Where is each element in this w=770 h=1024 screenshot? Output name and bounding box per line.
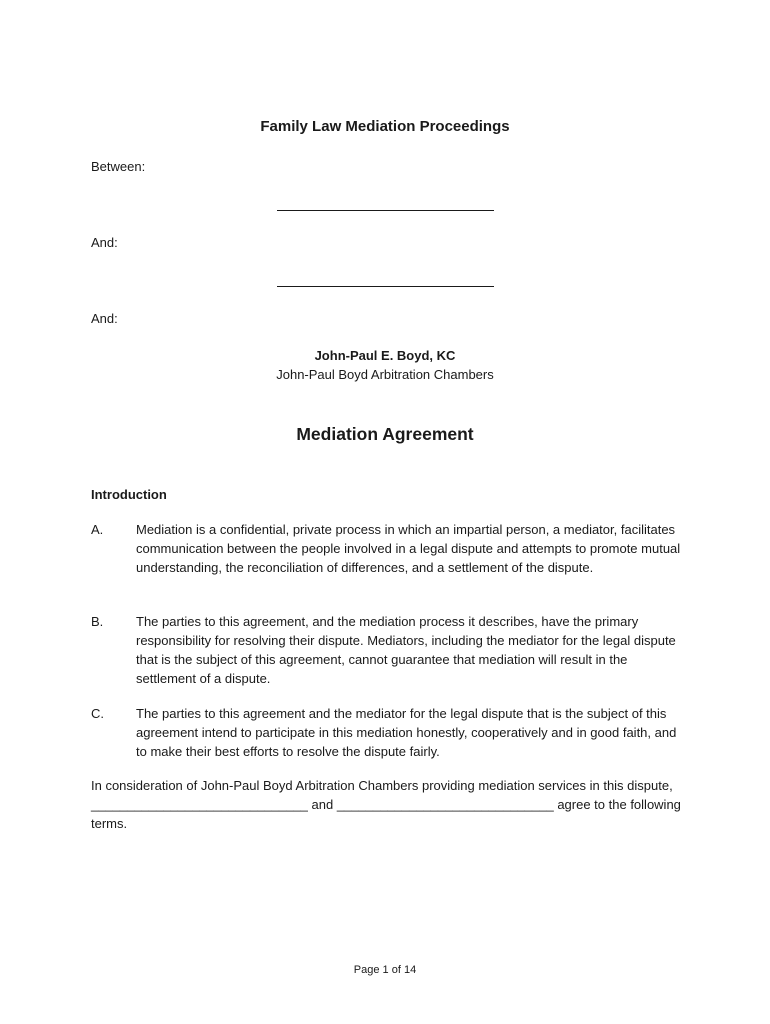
party-one-blank[interactable] <box>277 210 494 211</box>
item-b-text: The parties to this agreement, and the mediation process it describes, have the primary responsibility for resolving their dispute. Mediators, including the mediator for the legal dispute that is the subject of this agreement, cannot guarantee that mediation will result in the settlement of a dispute. <box>136 614 676 686</box>
item-c-letter: C. <box>91 706 104 721</box>
page-number-footer: Page 1 of 14 <box>353 964 417 976</box>
mediator-firm: John-Paul Boyd Arbitration Chambers <box>276 367 494 382</box>
introduction-heading: Introduction <box>91 487 167 502</box>
mediator-name: John-Paul E. Boyd, KC <box>314 348 456 363</box>
document-title: Family Law Mediation Proceedings <box>260 118 510 135</box>
consideration-paragraph: In consideration of John-Paul Boyd Arbitration Chambers providing mediation services in this dispute, ______________________________ and ______________________________ agree to the following terms. <box>91 778 681 831</box>
agreement-title: Mediation Agreement <box>296 424 474 444</box>
item-a-text: Mediation is a confidential, private process in which an impartial person, a mediator, facilitates communication between the people involved in a legal dispute and attempts to promote mutual understanding, the reconciliation of differences, and a settlement of the dispute. <box>136 522 681 575</box>
item-b-letter: B. <box>91 614 104 629</box>
party-two-blank[interactable] <box>277 286 494 287</box>
item-a-letter: A. <box>91 522 104 537</box>
and-label-second: And: <box>91 311 118 326</box>
item-c-text: The parties to this agreement and the mediator for the legal dispute that is the subject of this agreement intend to participate in this mediation honestly, cooperatively and in good faith, and to make their best efforts to resolve the dispute fairly. <box>136 706 677 759</box>
between-label: Between: <box>91 159 146 174</box>
and-label-first: And: <box>91 235 118 250</box>
